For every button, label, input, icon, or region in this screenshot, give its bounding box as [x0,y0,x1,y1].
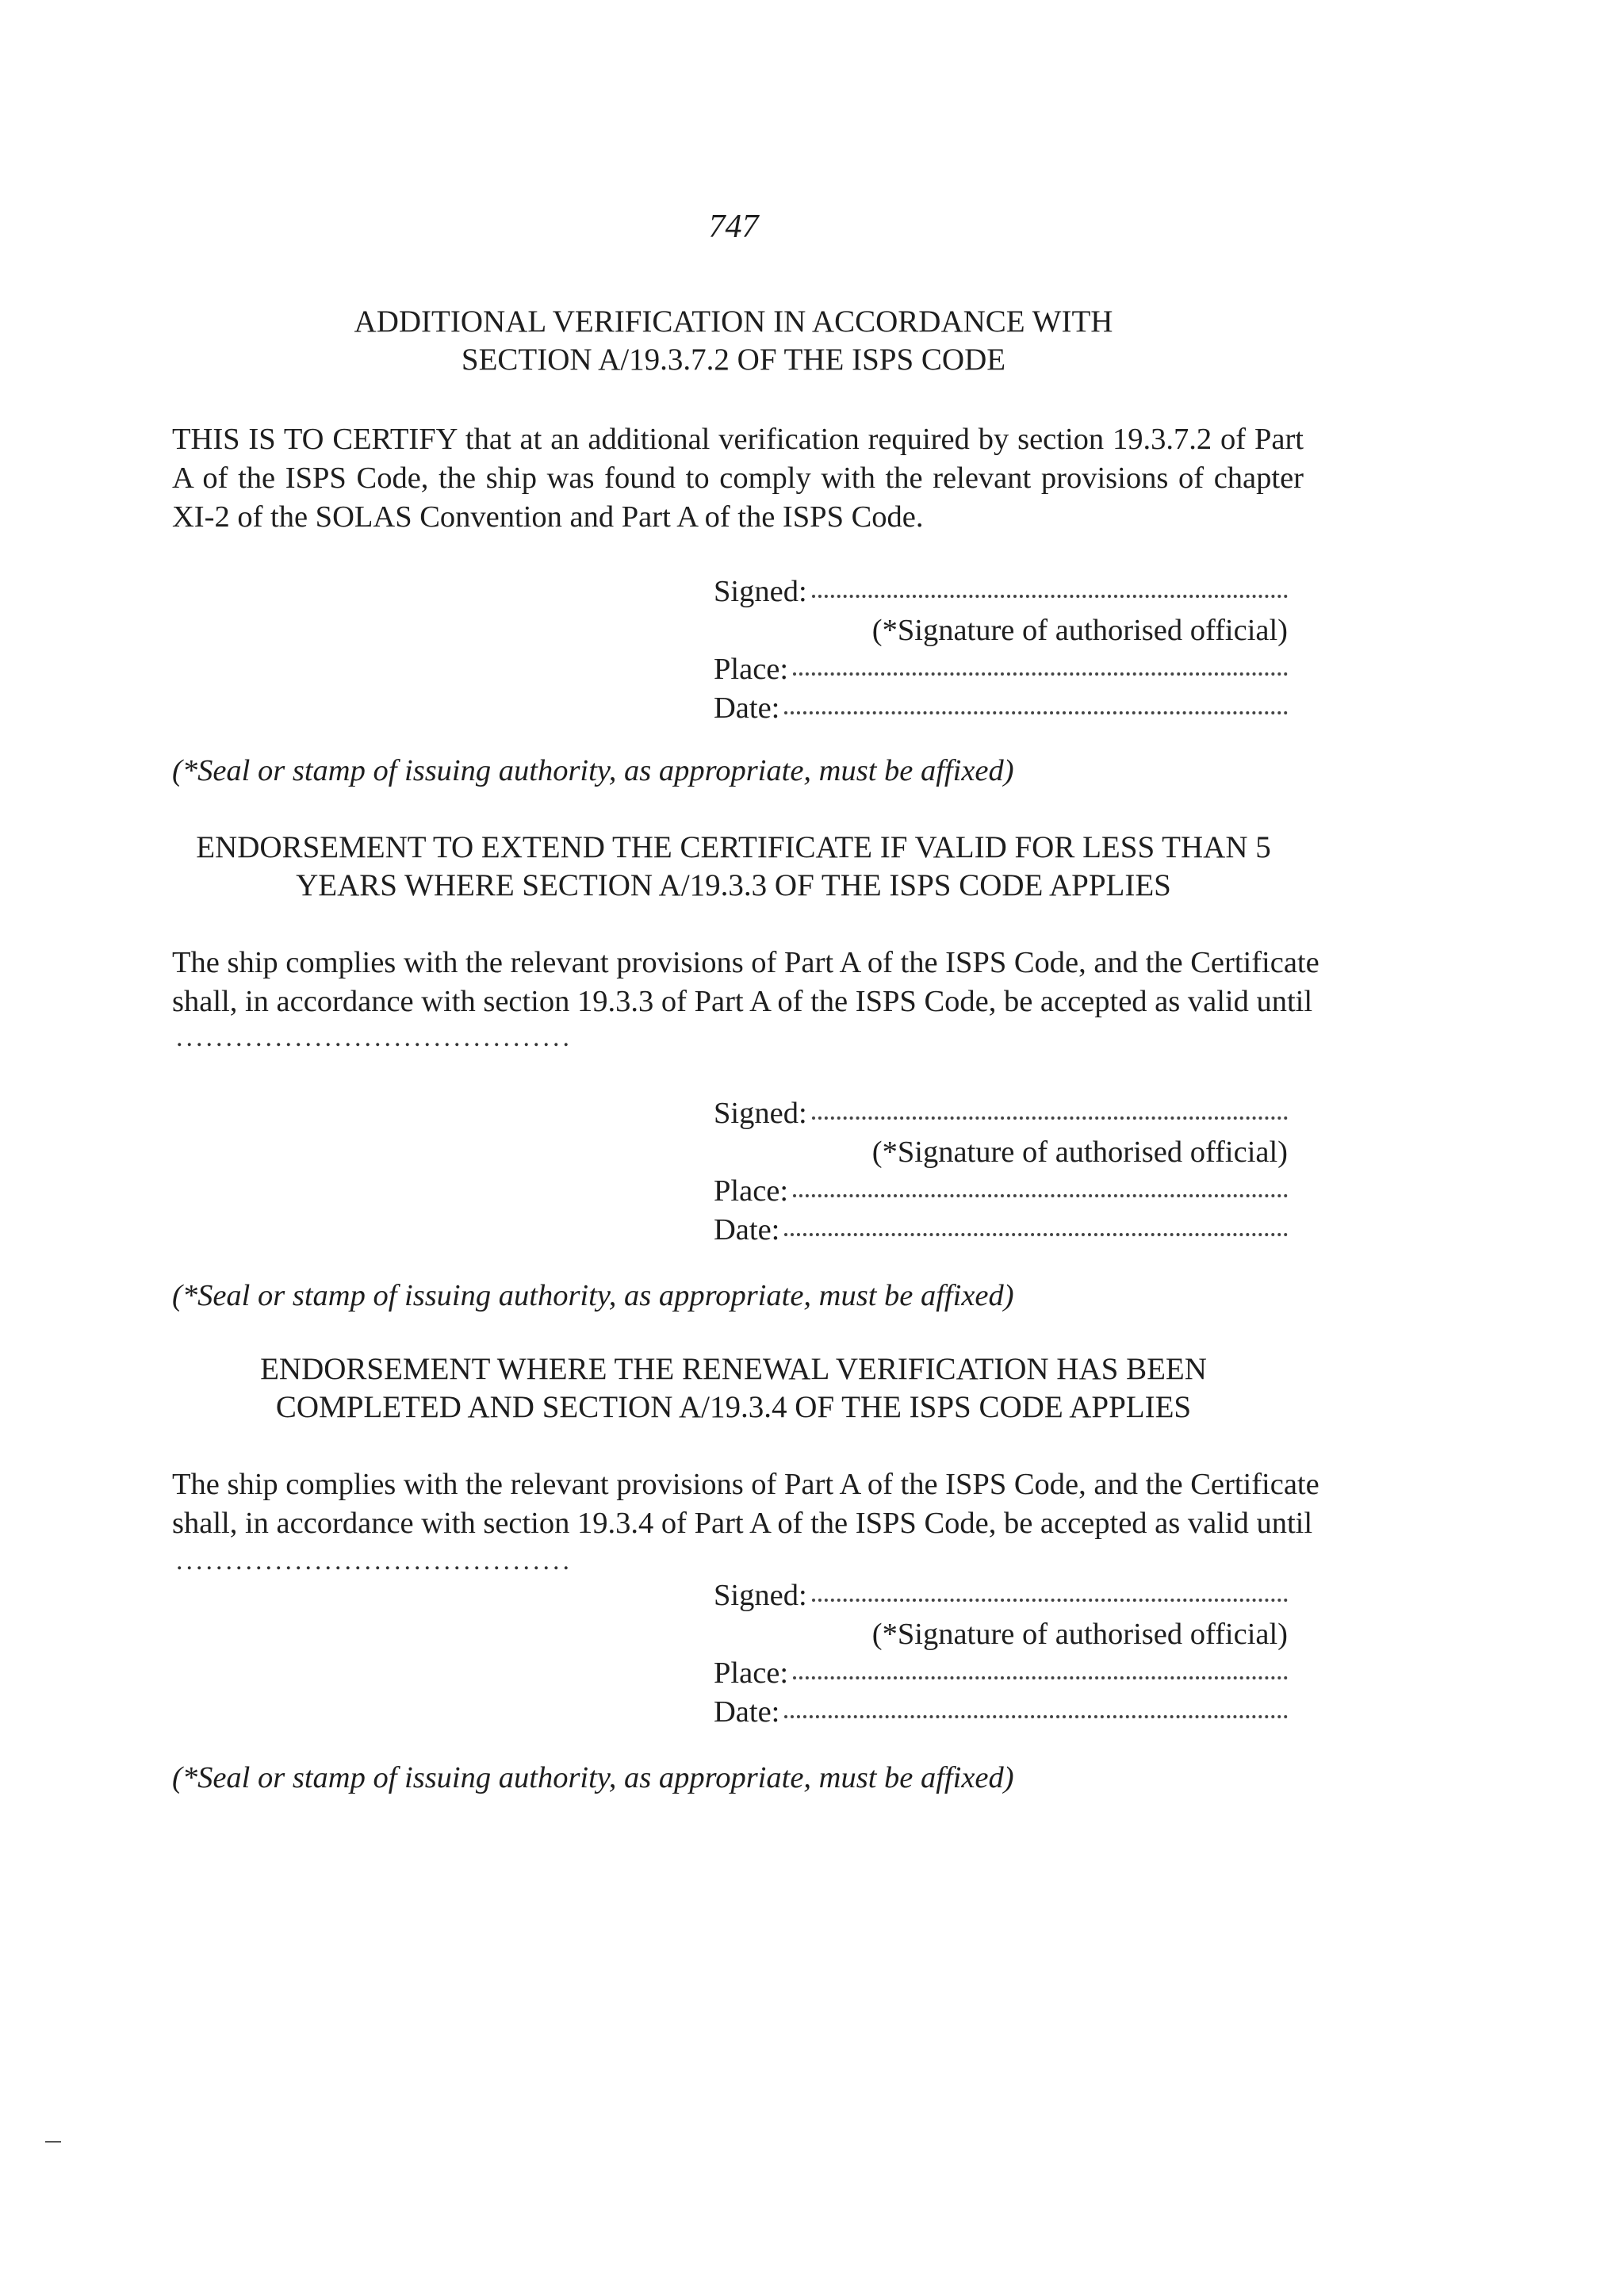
section-1-body [172,420,1304,537]
signed-label: Signed: [714,1097,807,1130]
section-3-heading-line-2: COMPLETED AND SECTION A/19.3.4 OF THE ISPS CODE APPLIES [275,1390,1192,1424]
section-1-signature-block [714,573,1288,728]
section-3-body-line-1: The ship complies with the relevant provisions of Part A of the ISPS Code, and the Certificate [172,1468,1320,1501]
section-2-heading-line-2: YEARS WHERE SECTION A/19.3.3 OF THE ISPS CODE APPLIES [296,868,1171,902]
signature-note: (*Signature of authorised official) [871,614,1288,647]
section-1-body-line-2: A of the ISPS Code, the ship was found to comply with the relevant provisions of chapter [172,461,1304,495]
signed-label: Signed: [714,1579,807,1612]
signed-label: Signed: [714,575,807,608]
date-label: Date: [714,1213,780,1247]
signature-note: (*Signature of authorised official) [871,1136,1288,1169]
section-3-date-row [714,1693,1288,1732]
section-1-body-line-3: XI-2 of the SOLAS Convention and Part A of the ISPS Code. [172,500,924,534]
section-3-signature-block [714,1576,1288,1732]
section-2-body-line-1: The ship complies with the relevant provisions of Part A of the ISPS Code, and the Certificate [172,946,1320,979]
section-2-place-row [714,1172,1288,1211]
section-2-body [172,944,1320,1021]
signed-dotted-line [812,595,1288,598]
section-2-signed-row [714,1094,1288,1133]
section-2-valid-until-dots: ........................................ [176,1023,573,1052]
signature-note: (*Signature of authorised official) [871,1618,1288,1651]
place-dotted-line [793,1194,1288,1197]
section-1-body-line-1: THIS IS TO CERTIFY that at an additional verification required by section 19.3.7.2 of Part [172,423,1304,456]
place-label: Place: [714,1656,789,1690]
section-2-date-row [714,1211,1288,1250]
section-3-signed-row [714,1576,1288,1615]
place-label: Place: [714,1174,789,1208]
section-1-place-row [714,650,1288,689]
section-3-heading [0,1350,1467,1427]
section-3-body [172,1465,1320,1543]
section-3-heading-line-1: ENDORSEMENT WHERE THE RENEWAL VERIFICATION HAS BEEN [260,1352,1207,1386]
date-dotted-line [784,1715,1288,1718]
date-label: Date: [714,691,780,725]
signed-dotted-line [812,1599,1288,1602]
section-3-seal-note: (*Seal or stamp of issuing authority, as appropriate, must be affixed) [172,1761,1014,1794]
place-dotted-line [793,672,1288,676]
section-2-body-line-2: shall, in accordance with section 19.3.3 of Part A of the ISPS Code, be accepted as valid until [172,985,1313,1018]
section-2-signature-block [714,1094,1288,1250]
section-1-heading-line-2: SECTION A/19.3.7.2 OF THE ISPS CODE [461,343,1006,377]
signed-dotted-line [812,1116,1288,1120]
date-label: Date: [714,1695,780,1729]
section-2-heading [0,829,1467,905]
place-label: Place: [714,653,789,686]
section-1-seal-note: (*Seal or stamp of issuing authority, as appropriate, must be affixed) [172,754,1014,787]
margin-mark [45,2141,61,2143]
page-number: 747 [708,209,759,245]
section-1-date-row [714,689,1288,728]
date-dotted-line [784,711,1288,714]
section-1-heading-line-1: ADDITIONAL VERIFICATION IN ACCORDANCE WITH [354,304,1113,339]
date-dotted-line [784,1233,1288,1236]
place-dotted-line [793,1676,1288,1679]
section-1-heading [0,303,1467,379]
section-2-heading-line-1: ENDORSEMENT TO EXTEND THE CERTIFICATE IF VALID FOR LESS THAN 5 [196,830,1271,864]
section-1-signed-row [714,573,1288,611]
section-2-seal-note: (*Seal or stamp of issuing authority, as appropriate, must be affixed) [172,1279,1014,1312]
section-3-valid-until-dots: ........................................ [176,1546,573,1576]
section-3-place-row [714,1654,1288,1693]
section-3-body-line-2: shall, in accordance with section 19.3.4 of Part A of the ISPS Code, be accepted as valid until [172,1507,1313,1540]
